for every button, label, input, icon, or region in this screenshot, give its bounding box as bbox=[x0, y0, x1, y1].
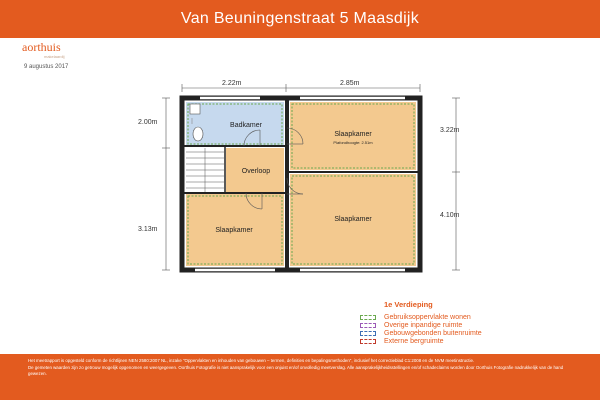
dim-left-lower: 3.13m bbox=[138, 226, 158, 233]
legend-swatch-green bbox=[360, 315, 376, 320]
legend-label: Externe bergruimte bbox=[384, 337, 444, 345]
legend-swatch-red bbox=[360, 339, 376, 344]
legend-label: Gebouwgebonden buitenruimte bbox=[384, 329, 482, 337]
disclaimer-text-1: Het meetrapport is opgesteld conform de richtlijnen NEN 2580:2007 NL, inzake "Oppervlakten en inhouden van gebouwen – termen, definities en bepalingsmethoden", inclusief het correctieblad C1:2008 en de NVM meetinstructie. bbox=[28, 358, 475, 363]
label-slaapkamer-bottom-left: Slaapkamer bbox=[215, 227, 253, 234]
dim-left-upper: 2.00m bbox=[138, 119, 158, 126]
sink-icon bbox=[190, 104, 200, 114]
legend-title: 1e Verdieping bbox=[384, 300, 433, 309]
toilet-icon bbox=[193, 127, 203, 141]
dim-top-right: 2.85m bbox=[340, 80, 360, 87]
label-slaapkamer-bottom-right: Slaapkamer bbox=[334, 216, 372, 223]
legend-item bbox=[360, 337, 482, 345]
label-badkamer: Badkamer bbox=[230, 122, 262, 129]
page-title: Van Beuningenstraat 5 Maasdijk bbox=[0, 0, 600, 38]
brand-logo-sub: makelaardij bbox=[44, 54, 65, 59]
legend-item bbox=[360, 321, 482, 329]
label-overloop: Overloop bbox=[241, 168, 271, 175]
label-slaapkamer-top-right: Slaapkamer bbox=[334, 131, 372, 138]
legend bbox=[360, 300, 482, 345]
dim-top-left: 2.22m bbox=[222, 80, 242, 87]
legend-swatch-blue bbox=[360, 331, 376, 336]
plan-date: 9 augustus 2017 bbox=[24, 64, 69, 70]
brand-logo: aorthuis bbox=[22, 40, 61, 54]
legend-label: Gebruiksoppervlakte wonen bbox=[384, 313, 471, 321]
legend-item bbox=[360, 313, 482, 321]
legend-label: Overige inpandige ruimte bbox=[384, 321, 463, 329]
disclaimer-text-2: De gemeten waarden zijn zo getrouw mogelijk opgenomen en weergegeven. Oorthuis Fotografie is niet aansprakelijk voor een onjuist en/of onvolledig meetverslag. Alle aansprakelijkheidsstellingen en/of schadeclaims worden door Oorthuis Fotografie nadrukkelijk van de hand gewezen. bbox=[28, 365, 564, 376]
legend-item bbox=[360, 329, 482, 337]
disclaimer-footer bbox=[0, 354, 600, 400]
label-ceiling-height: Plafondhoogte: 2.51m bbox=[333, 140, 373, 145]
dim-right-lower: 4.10m bbox=[440, 212, 460, 219]
legend-swatch-purple bbox=[360, 323, 376, 328]
dim-right-upper: 3.22m bbox=[440, 127, 460, 134]
